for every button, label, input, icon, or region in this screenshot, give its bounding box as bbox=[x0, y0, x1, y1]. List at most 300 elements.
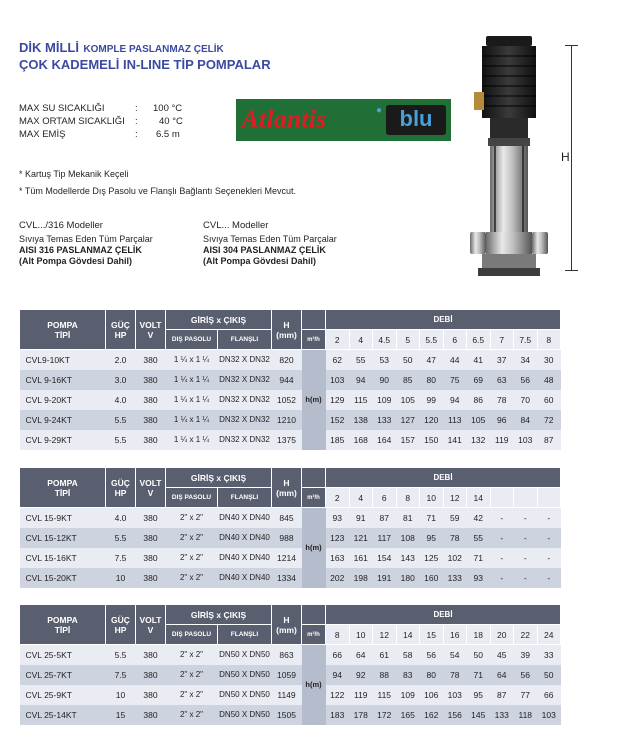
cell-head-value: 165 bbox=[396, 705, 420, 725]
cell-head-value: 39 bbox=[514, 645, 538, 665]
table-row bbox=[20, 350, 561, 370]
cell-model: CVL 15-20KT bbox=[20, 568, 106, 588]
col-header-flansli: FLANŞLI bbox=[218, 625, 272, 645]
title-bold: DİK MİLLİ bbox=[19, 40, 79, 55]
cell-head-value: - bbox=[514, 548, 538, 568]
note-item: * Tüm Modellerde Dış Pasolu ve Flanşlı Bağlantı Seçenekleri Mevcut. bbox=[19, 186, 296, 196]
cell-head-value: 59 bbox=[443, 508, 467, 528]
cell-head-value: 109 bbox=[396, 685, 420, 705]
header-v: V bbox=[147, 329, 154, 340]
cell-head-value: 90 bbox=[373, 370, 397, 390]
spec-row bbox=[19, 115, 213, 128]
cell-hp: 2.0 bbox=[106, 350, 136, 370]
cell-head-value: 94 bbox=[443, 390, 467, 410]
cell-head-value: 152 bbox=[326, 410, 350, 430]
col-header-pompa bbox=[20, 468, 106, 508]
header-mm: (mm) bbox=[276, 329, 297, 340]
header-hp: HP bbox=[114, 329, 127, 340]
models-line: Sıvıya Temas Eden Tüm Parçalar bbox=[19, 234, 153, 244]
cell-flansli: DN32 X DN32 bbox=[218, 430, 272, 450]
cell-model: CVL 9-20KT bbox=[20, 390, 106, 410]
page-title bbox=[19, 39, 224, 57]
cell-flansli: DN50 X DN50 bbox=[218, 705, 272, 725]
cell-head-value: - bbox=[490, 568, 514, 588]
spec-value: 40 °C bbox=[159, 116, 183, 127]
cell-hp: 10 bbox=[106, 568, 136, 588]
spec-list bbox=[19, 102, 213, 141]
cell-head-value: 58 bbox=[396, 645, 420, 665]
cell-head-value: - bbox=[490, 528, 514, 548]
cell-head-value: 94 bbox=[326, 665, 350, 685]
models-material: AISI 316 PASLANMAZ ÇELİK bbox=[19, 245, 142, 255]
cell-model: CVL 15-9KT bbox=[20, 508, 106, 528]
cell-model: CVL 9-16KT bbox=[20, 370, 106, 390]
cell-head-value: 56 bbox=[420, 645, 444, 665]
cell-head-value: 54 bbox=[443, 645, 467, 665]
cell-head-value: - bbox=[537, 528, 561, 548]
cell-head-value: 191 bbox=[373, 568, 397, 588]
cell-head-value: 157 bbox=[396, 430, 420, 450]
cell-volt: 380 bbox=[136, 665, 166, 685]
cell-head-value: 42 bbox=[467, 508, 491, 528]
cell-head-value: 45 bbox=[490, 645, 514, 665]
col-header-pompa bbox=[20, 605, 106, 645]
cell-head-value: 180 bbox=[396, 568, 420, 588]
col-header-debi-spacer bbox=[302, 310, 326, 330]
cell-hp: 4.0 bbox=[106, 508, 136, 528]
cell-head-value: 150 bbox=[420, 430, 444, 450]
col-header-dis-pasolu: DIŞ PASOLU bbox=[166, 488, 218, 508]
cell-model: CVL 15-16KT bbox=[20, 548, 106, 568]
flow-value: 5 bbox=[396, 330, 420, 350]
models-note: (Alt Pompa Gövdesi Dahil) bbox=[203, 256, 317, 266]
cell-h: 1505 bbox=[272, 705, 302, 725]
header-h: H bbox=[283, 477, 290, 488]
col-header-debi-spacer bbox=[302, 605, 326, 625]
cell-head-value: 103 bbox=[443, 685, 467, 705]
spec-table-cvl15 bbox=[19, 467, 561, 588]
cell-head-value: - bbox=[537, 508, 561, 528]
cell-head-value: 163 bbox=[326, 548, 350, 568]
cell-head-value: 108 bbox=[396, 528, 420, 548]
logo-sub: blu bbox=[386, 105, 446, 135]
table-row bbox=[20, 430, 561, 450]
cell-head-value: 69 bbox=[467, 370, 491, 390]
cell-dis-pasolu: 1 ¼ x 1 ¼ bbox=[166, 390, 218, 410]
cell-head-value: 66 bbox=[537, 685, 561, 705]
cell-head-value: 71 bbox=[420, 508, 444, 528]
cell-volt: 380 bbox=[136, 508, 166, 528]
col-header-dis-pasolu: DIŞ PASOLU bbox=[166, 330, 218, 350]
flow-value: 8 bbox=[396, 488, 420, 508]
cell-head-value: 64 bbox=[349, 645, 373, 665]
cell-h: 1052 bbox=[272, 390, 302, 410]
flow-value: 7.5 bbox=[514, 330, 538, 350]
cell-head-value: 133 bbox=[373, 410, 397, 430]
table-row bbox=[20, 410, 561, 430]
spec-row bbox=[19, 128, 213, 141]
cell-dis-pasolu: 1 ¼ x 1 ¼ bbox=[166, 410, 218, 430]
cell-head-value: 120 bbox=[420, 410, 444, 430]
cell-head-value: 72 bbox=[537, 410, 561, 430]
cell-head-value: 84 bbox=[514, 410, 538, 430]
cell-head-value: 138 bbox=[349, 410, 373, 430]
spec-colon: : bbox=[135, 116, 138, 127]
spec-colon: : bbox=[135, 103, 138, 114]
header-guc: GÜÇ bbox=[111, 319, 130, 330]
cell-head-value: 172 bbox=[373, 705, 397, 725]
header-guc: GÜÇ bbox=[111, 477, 130, 488]
cell-head-value: 115 bbox=[349, 390, 373, 410]
dimension-tick bbox=[565, 270, 578, 271]
cell-head-value: 78 bbox=[443, 528, 467, 548]
cell-hp: 4.0 bbox=[106, 390, 136, 410]
cell-head-value: 105 bbox=[467, 410, 491, 430]
cell-head-value: 105 bbox=[396, 390, 420, 410]
cell-head-value: - bbox=[514, 508, 538, 528]
note-item: * Kartuş Tip Mekanik Keçeli bbox=[19, 169, 129, 179]
header-tipi: TİPİ bbox=[54, 487, 71, 498]
flow-value: 8 bbox=[537, 330, 561, 350]
cell-head-value: 34 bbox=[514, 350, 538, 370]
cell-head-value: 80 bbox=[420, 370, 444, 390]
cell-head-value: 75 bbox=[443, 370, 467, 390]
flow-value: 2 bbox=[326, 488, 350, 508]
cell-head-value: 87 bbox=[490, 685, 514, 705]
cell-volt: 380 bbox=[136, 390, 166, 410]
cell-model: CVL 25-5KT bbox=[20, 645, 106, 665]
cell-model: CVL 25-9KT bbox=[20, 685, 106, 705]
cell-head-value: 103 bbox=[537, 705, 561, 725]
cell-head-value: 103 bbox=[514, 430, 538, 450]
cell-head-value: 141 bbox=[443, 430, 467, 450]
cell-flansli: DN50 X DN50 bbox=[218, 685, 272, 705]
spec-value: 6.5 m bbox=[156, 129, 180, 140]
flow-value bbox=[514, 488, 538, 508]
models-heading: CVL.../316 Modeller bbox=[19, 220, 103, 231]
cell-model: CVL 25-14KT bbox=[20, 705, 106, 725]
col-header-guc bbox=[106, 468, 136, 508]
flow-value: 10 bbox=[420, 488, 444, 508]
flow-value: 12 bbox=[443, 488, 467, 508]
col-header-debi: DEBİ bbox=[326, 605, 561, 625]
cell-volt: 380 bbox=[136, 410, 166, 430]
cell-head-value: 91 bbox=[349, 508, 373, 528]
cell-dis-pasolu: 2" x 2" bbox=[166, 548, 218, 568]
col-header-debi-spacer bbox=[302, 468, 326, 488]
cell-h: 1214 bbox=[272, 548, 302, 568]
flow-value: 7 bbox=[490, 330, 514, 350]
cell-head-value: 78 bbox=[443, 665, 467, 685]
col-header-h bbox=[272, 605, 302, 645]
col-header-m3h: m³/h bbox=[302, 330, 326, 350]
cell-head-value: 102 bbox=[443, 548, 467, 568]
cell-head-value: 87 bbox=[373, 508, 397, 528]
cell-model: CVL9-10KT bbox=[20, 350, 106, 370]
header-pompa: POMPA bbox=[47, 614, 78, 625]
cell-dis-pasolu: 2" x 2" bbox=[166, 705, 218, 725]
cell-head-value: 80 bbox=[420, 665, 444, 685]
water-drop-icon: ● bbox=[376, 105, 383, 116]
table-row bbox=[20, 568, 561, 588]
header-tipi: TİPİ bbox=[54, 329, 71, 340]
models-material: AISI 304 PASLANMAZ ÇELİK bbox=[203, 245, 326, 255]
cell-flansli: DN40 X DN40 bbox=[218, 508, 272, 528]
flow-value: 14 bbox=[467, 488, 491, 508]
table-row bbox=[20, 528, 561, 548]
cell-dis-pasolu: 2" x 2" bbox=[166, 685, 218, 705]
cell-head-value: 83 bbox=[396, 665, 420, 685]
flow-value: 18 bbox=[467, 625, 491, 645]
flow-value bbox=[490, 488, 514, 508]
flow-value: 14 bbox=[396, 625, 420, 645]
cell-head-value: 88 bbox=[373, 665, 397, 685]
flow-value: 16 bbox=[443, 625, 467, 645]
cell-volt: 380 bbox=[136, 705, 166, 725]
cell-head-value: 60 bbox=[537, 390, 561, 410]
flow-value: 2 bbox=[326, 330, 350, 350]
header-volt: VOLT bbox=[139, 319, 162, 330]
cell-head-value: 85 bbox=[396, 370, 420, 390]
cell-head-value: 44 bbox=[443, 350, 467, 370]
cell-head-value: 161 bbox=[349, 548, 373, 568]
header-v: V bbox=[147, 624, 154, 635]
header-h: H bbox=[283, 614, 290, 625]
flow-value: 4.5 bbox=[373, 330, 397, 350]
col-header-debi: DEBİ bbox=[326, 468, 561, 488]
header-mm: (mm) bbox=[276, 624, 297, 635]
cell-head-value: - bbox=[514, 568, 538, 588]
cell-head-value: 145 bbox=[467, 705, 491, 725]
cell-flansli: DN32 X DN32 bbox=[218, 370, 272, 390]
logo-brand: Atlantis bbox=[242, 106, 327, 133]
cell-h: 1059 bbox=[272, 665, 302, 685]
cell-model: CVL 15-12KT bbox=[20, 528, 106, 548]
cell-head-value: 121 bbox=[349, 528, 373, 548]
flow-value: 10 bbox=[349, 625, 373, 645]
cell-head-value: 143 bbox=[396, 548, 420, 568]
cell-model: CVL 9-24KT bbox=[20, 410, 106, 430]
cell-head-value: 86 bbox=[467, 390, 491, 410]
cell-hp: 5.5 bbox=[106, 528, 136, 548]
cell-head-value: 30 bbox=[537, 350, 561, 370]
cell-head-value: 132 bbox=[467, 430, 491, 450]
cell-head-value: 77 bbox=[514, 685, 538, 705]
dimension-tick bbox=[565, 45, 578, 46]
cell-head-value: 119 bbox=[490, 430, 514, 450]
cell-head-value: 118 bbox=[514, 705, 538, 725]
cell-head-value: - bbox=[537, 568, 561, 588]
cell-volt: 380 bbox=[136, 685, 166, 705]
cell-h: 1375 bbox=[272, 430, 302, 450]
cell-dis-pasolu: 1 ¼ x 1 ¼ bbox=[166, 430, 218, 450]
cell-head-value: 185 bbox=[326, 430, 350, 450]
cell-volt: 380 bbox=[136, 568, 166, 588]
col-header-giris: GİRİŞ x ÇIKIŞ bbox=[166, 468, 272, 488]
title-rest: KOMPLE PASLANMAZ ÇELİK bbox=[83, 44, 224, 55]
flow-value: 8 bbox=[326, 625, 350, 645]
cell-hp: 5.5 bbox=[106, 645, 136, 665]
col-header-debi: DEBİ bbox=[326, 310, 561, 330]
cell-head-value: 168 bbox=[349, 430, 373, 450]
cell-h: 820 bbox=[272, 350, 302, 370]
table-row bbox=[20, 370, 561, 390]
height-label: H bbox=[561, 150, 570, 164]
cell-head-value: 61 bbox=[373, 645, 397, 665]
header-guc: GÜÇ bbox=[111, 614, 130, 625]
cell-h: 863 bbox=[272, 645, 302, 665]
flow-value: 24 bbox=[537, 625, 561, 645]
col-header-volt bbox=[136, 605, 166, 645]
cell-head-value: 55 bbox=[349, 350, 373, 370]
col-header-h bbox=[272, 468, 302, 508]
col-header-volt bbox=[136, 310, 166, 350]
cell-head-value: 47 bbox=[420, 350, 444, 370]
cell-dis-pasolu: 2" x 2" bbox=[166, 665, 218, 685]
spec-table-cvl25 bbox=[19, 604, 561, 725]
flow-value: 22 bbox=[514, 625, 538, 645]
cell-volt: 380 bbox=[136, 430, 166, 450]
cell-h: 845 bbox=[272, 508, 302, 528]
cell-head-value: 113 bbox=[443, 410, 467, 430]
cell-head-value: 92 bbox=[349, 665, 373, 685]
spec-value: 100 °C bbox=[153, 103, 183, 114]
notes bbox=[19, 166, 296, 200]
cell-flansli: DN50 X DN50 bbox=[218, 665, 272, 685]
col-header-m3h: m³/h bbox=[302, 488, 326, 508]
cell-head-value: 56 bbox=[514, 370, 538, 390]
cell-dis-pasolu: 2" x 2" bbox=[166, 645, 218, 665]
cell-flansli: DN40 X DN40 bbox=[218, 528, 272, 548]
col-header-dis-pasolu: DIŞ PASOLU bbox=[166, 625, 218, 645]
cell-flansli: DN40 X DN40 bbox=[218, 568, 272, 588]
col-header-guc bbox=[106, 310, 136, 350]
cell-head-value: 78 bbox=[490, 390, 514, 410]
cell-head-value: 99 bbox=[420, 390, 444, 410]
header-pompa: POMPA bbox=[47, 477, 78, 488]
cell-head-value: 55 bbox=[467, 528, 491, 548]
cell-head-value: 70 bbox=[514, 390, 538, 410]
cell-volt: 380 bbox=[136, 528, 166, 548]
cell-head-value: 81 bbox=[396, 508, 420, 528]
cell-h: 1149 bbox=[272, 685, 302, 705]
cell-volt: 380 bbox=[136, 350, 166, 370]
cell-flansli: DN32 X DN32 bbox=[218, 350, 272, 370]
cell-head-value: 50 bbox=[396, 350, 420, 370]
header-tipi: TİPİ bbox=[54, 624, 71, 635]
spec-colon: : bbox=[135, 129, 138, 140]
cell-head-value: 154 bbox=[373, 548, 397, 568]
cell-head-value: 133 bbox=[490, 705, 514, 725]
table-row bbox=[20, 548, 561, 568]
cell-head-value: 93 bbox=[467, 568, 491, 588]
cell-head-value: 129 bbox=[326, 390, 350, 410]
cell-head-value: 115 bbox=[373, 685, 397, 705]
cell-hm-label: h(m) bbox=[302, 350, 326, 450]
header-volt: VOLT bbox=[139, 477, 162, 488]
col-header-giris: GİRİŞ x ÇIKIŞ bbox=[166, 310, 272, 330]
cell-head-value: 164 bbox=[373, 430, 397, 450]
cell-hp: 10 bbox=[106, 685, 136, 705]
cell-head-value: 87 bbox=[537, 430, 561, 450]
cell-h: 1334 bbox=[272, 568, 302, 588]
cell-head-value: 50 bbox=[467, 645, 491, 665]
cell-head-value: 94 bbox=[349, 370, 373, 390]
cell-dis-pasolu: 1 ¼ x 1 ¼ bbox=[166, 350, 218, 370]
cell-volt: 380 bbox=[136, 645, 166, 665]
cell-head-value: 37 bbox=[490, 350, 514, 370]
cell-hp: 7.5 bbox=[106, 548, 136, 568]
cell-hp: 7.5 bbox=[106, 665, 136, 685]
header-mm: (mm) bbox=[276, 487, 297, 498]
cell-hp: 5.5 bbox=[106, 410, 136, 430]
cell-head-value: 103 bbox=[326, 370, 350, 390]
cell-head-value: 160 bbox=[420, 568, 444, 588]
cell-hp: 3.0 bbox=[106, 370, 136, 390]
col-header-pompa bbox=[20, 310, 106, 350]
cell-head-value: 117 bbox=[373, 528, 397, 548]
table-row bbox=[20, 665, 561, 685]
cell-head-value: 41 bbox=[467, 350, 491, 370]
header-pompa: POMPA bbox=[47, 319, 78, 330]
cell-head-value: - bbox=[537, 548, 561, 568]
cell-dis-pasolu: 2" x 2" bbox=[166, 508, 218, 528]
cell-head-value: 62 bbox=[326, 350, 350, 370]
models-316 bbox=[19, 220, 153, 267]
cell-head-value: - bbox=[514, 528, 538, 548]
cell-model: CVL 25-7KT bbox=[20, 665, 106, 685]
spec-label: MAX ORTAM SICAKLIĞI bbox=[19, 116, 125, 127]
models-heading: CVL... Modeller bbox=[203, 220, 269, 231]
cell-head-value: 202 bbox=[326, 568, 350, 588]
cell-flansli: DN32 X DN32 bbox=[218, 390, 272, 410]
cell-dis-pasolu: 2" x 2" bbox=[166, 528, 218, 548]
col-header-guc bbox=[106, 605, 136, 645]
cell-head-value: 156 bbox=[443, 705, 467, 725]
spec-label: MAX EMİŞ bbox=[19, 129, 66, 140]
height-dimension-line bbox=[571, 45, 572, 271]
flow-value bbox=[537, 488, 561, 508]
cell-head-value: 48 bbox=[537, 370, 561, 390]
cell-head-value: 109 bbox=[373, 390, 397, 410]
models-line: Sıvıya Temas Eden Tüm Parçalar bbox=[203, 234, 337, 244]
cell-hp: 15 bbox=[106, 705, 136, 725]
flow-value: 6 bbox=[443, 330, 467, 350]
cell-volt: 380 bbox=[136, 370, 166, 390]
flow-value: 4 bbox=[349, 330, 373, 350]
page-subtitle: ÇOK KADEMELİ IN-LINE TİP POMPALAR bbox=[19, 57, 271, 72]
cell-head-value: 93 bbox=[326, 508, 350, 528]
cell-head-value: 50 bbox=[537, 665, 561, 685]
models-note: (Alt Pompa Gövdesi Dahil) bbox=[19, 256, 133, 266]
cell-head-value: 198 bbox=[349, 568, 373, 588]
cell-head-value: - bbox=[490, 548, 514, 568]
cell-head-value: 63 bbox=[490, 370, 514, 390]
cell-head-value: 95 bbox=[420, 528, 444, 548]
spec-table-cvl9 bbox=[19, 309, 561, 450]
cell-flansli: DN32 X DN32 bbox=[218, 410, 272, 430]
cell-dis-pasolu: 1 ¼ x 1 ¼ bbox=[166, 370, 218, 390]
header-hp: HP bbox=[114, 487, 127, 498]
cell-head-value: 119 bbox=[349, 685, 373, 705]
cell-head-value: 183 bbox=[326, 705, 350, 725]
cell-head-value: 127 bbox=[396, 410, 420, 430]
cell-head-value: 71 bbox=[467, 665, 491, 685]
header-v: V bbox=[147, 487, 154, 498]
cell-hp: 5.5 bbox=[106, 430, 136, 450]
table-row bbox=[20, 390, 561, 410]
col-header-flansli: FLANŞLI bbox=[218, 488, 272, 508]
